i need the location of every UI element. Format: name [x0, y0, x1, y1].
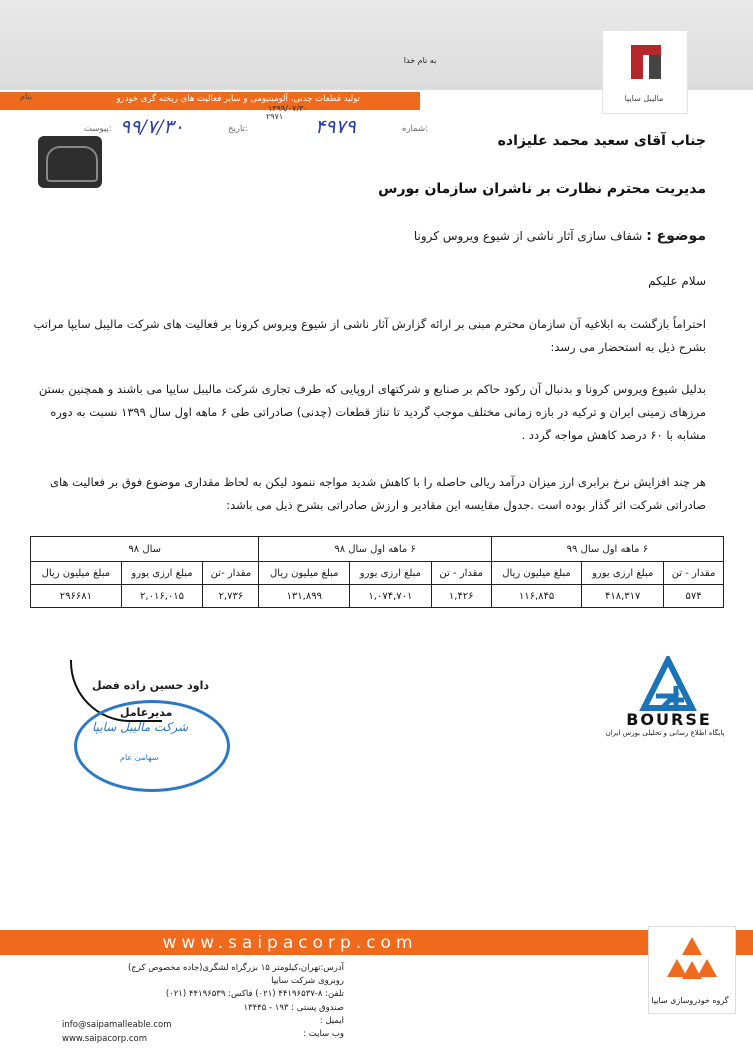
bismillah: به نام خدا — [403, 56, 437, 65]
email-label: ایمیل : — [319, 1015, 344, 1026]
number-label: شماره: — [402, 124, 429, 134]
table-cell: ۲,۷۳۶ — [203, 585, 259, 608]
company-tagline: تولید قطعات چدنی، آلومینیومی و سایر فعالیت های ریخته گری خودرو — [116, 94, 360, 104]
column-header: مبلغ میلیون ریال — [31, 562, 122, 585]
table-cell: ۱,۴۲۶ — [431, 585, 491, 608]
table-cell: ۱,۰۷۴,۷۰۱ — [350, 585, 432, 608]
table-cell: ۱۳۱,۸۹۹ — [259, 585, 350, 608]
table-row — [31, 585, 724, 608]
column-header: مبلغ میلیون ریال — [491, 562, 582, 585]
table-cell: ۱۱۶,۸۴۵ — [491, 585, 582, 608]
date-value: ۹۹/۷/۳۰ — [120, 116, 184, 138]
website-label: وب سایت : — [303, 1029, 344, 1040]
greeting: سلام علیکم — [648, 274, 706, 288]
group-h1-99: ۶ ماهه اول سال ۹۹ — [491, 537, 723, 562]
group-h1-98: ۶ ماهه اول سال ۹۸ — [259, 537, 491, 562]
addressee: جناب آقای سعید محمد علیزاده — [497, 133, 706, 149]
table-header-row — [31, 562, 724, 585]
saipa-group-caption: گروه خودروسازی سایپا — [651, 996, 729, 1005]
attachment-label: پیوست: — [84, 124, 112, 134]
table-cell: ۲۹۶۶۸۱ — [31, 585, 122, 608]
table-cell: ۴۱۸,۳۱۷ — [582, 585, 664, 608]
bourse-caption: پایگاه اطلاع رسانی و تحلیلی بورس ایران — [605, 729, 725, 737]
date-label: تاریخ: — [228, 124, 248, 134]
subject-text: شفاف سازی آثار ناشی از شیوع ویروس کرونا — [413, 229, 643, 243]
column-header: مبلغ ارزی یورو — [350, 562, 432, 585]
header-side-label: بنام — [20, 92, 33, 101]
footer-email[interactable]: info@saipamalleable.com — [62, 1020, 172, 1030]
subject-line — [414, 228, 706, 244]
table-group-row — [31, 537, 724, 562]
company-tagline-bar — [0, 92, 420, 110]
column-header: مقدار -تن — [203, 562, 259, 585]
footer-website[interactable]: www.saipacorp.com — [62, 1033, 147, 1044]
column-header: مقدار - تن — [431, 562, 491, 585]
number-value: ۴۹۷۹ — [315, 116, 356, 138]
phone-line: تلفن: ۸-۴۴۱۹۶۵۳۷ (۰۲۱) فاکس: ۴۴۱۹۶۵۳۹ (۰۲۱) — [165, 989, 344, 1000]
header-ref-number: ۲۹۷۱ — [266, 112, 284, 121]
column-header: مقدار - تن — [664, 562, 724, 585]
table-cell: ۲,۰۱۶,۰۱۵ — [121, 585, 203, 608]
registration-stamp — [38, 136, 102, 188]
column-header: مبلغ ارزی یورو — [582, 562, 664, 585]
seal-company-name: شرکت مالیبل سایپا — [92, 720, 189, 734]
subject-label: موضوع : — [646, 228, 706, 244]
export-comparison-table — [30, 536, 724, 608]
signatory-title: مدیرعامل — [120, 706, 173, 719]
address-line-1: آدرس:تهران،کیلومتر ۱۵ بزرگراه لشگری(جاده مخصوص کرج) — [127, 963, 344, 973]
footer-url: www.saipacorp.com — [162, 933, 418, 953]
column-header: مبلغ میلیون ریال — [259, 562, 350, 585]
seal-subtitle: سهامی عام — [120, 753, 159, 762]
signatory-name: داود حسین زاده فضل — [92, 679, 209, 692]
address-line-2: روبروی شرکت سایپا — [271, 976, 344, 987]
paragraph-1: احتراماً بازگشت به ابلاغیه آن سازمان محترم مبنی بر ارائه گزارش آثار ناشی از شیوع ویروس کرونا بر فعالیت های شرکت مالیبل سایپا مراتب بشرح ذیل به استحضار می رسد: — [33, 317, 706, 354]
column-header: مبلغ ارزی یورو — [121, 562, 203, 585]
bourse-wordmark: BOURSE — [626, 710, 712, 729]
footer-contacts — [62, 1019, 172, 1046]
paragraph-3: هر چند افزایش نرخ برابری ارز میزان درآمد ریالی حاصله را با کاهش شدید مواجه ننمود لیکن به لحاظ مقداری موضوع فوق بر فعالیت های صادراتی شرکت اثر گذار بوده است .جدول مقایسه این مقادیر و ارزش صادراتی بشرح ذیل می باشد: — [49, 475, 706, 512]
paragraph-2: بدلیل شیوع ویروس کرونا و بدنبال آن رکود حاکم بر صنایع و شرکتهای اروپایی که طرف تجاری شرکت مالیبل سایپا می باشند و همچنین بستن مرزهای زمینی ایران و ترکیه در بازه زمانی مختلف موجب گردید تا تناژ قطعات (چدنی) صادراتی طی ۶ ماهه اول سال ۱۳۹۹ نسبت به دوره مشابه با ۶۰ درصد کاهش مواجه گردد . — [38, 382, 706, 442]
group-year-98: سال ۹۸ — [31, 537, 259, 562]
logo-caption: مالیبل سایپا — [624, 94, 664, 103]
header-ref-date: ۱۳۹۹/۰۷/۳۰ — [268, 104, 308, 113]
recipient: مدیریت محترم نظارت بر ناشران سازمان بورس — [378, 181, 706, 197]
table-cell: ۵۷۴ — [664, 585, 724, 608]
pobox-line: صندوق پستی : ۱۹۳ - ۱۳۴۴۵ — [243, 1002, 344, 1013]
